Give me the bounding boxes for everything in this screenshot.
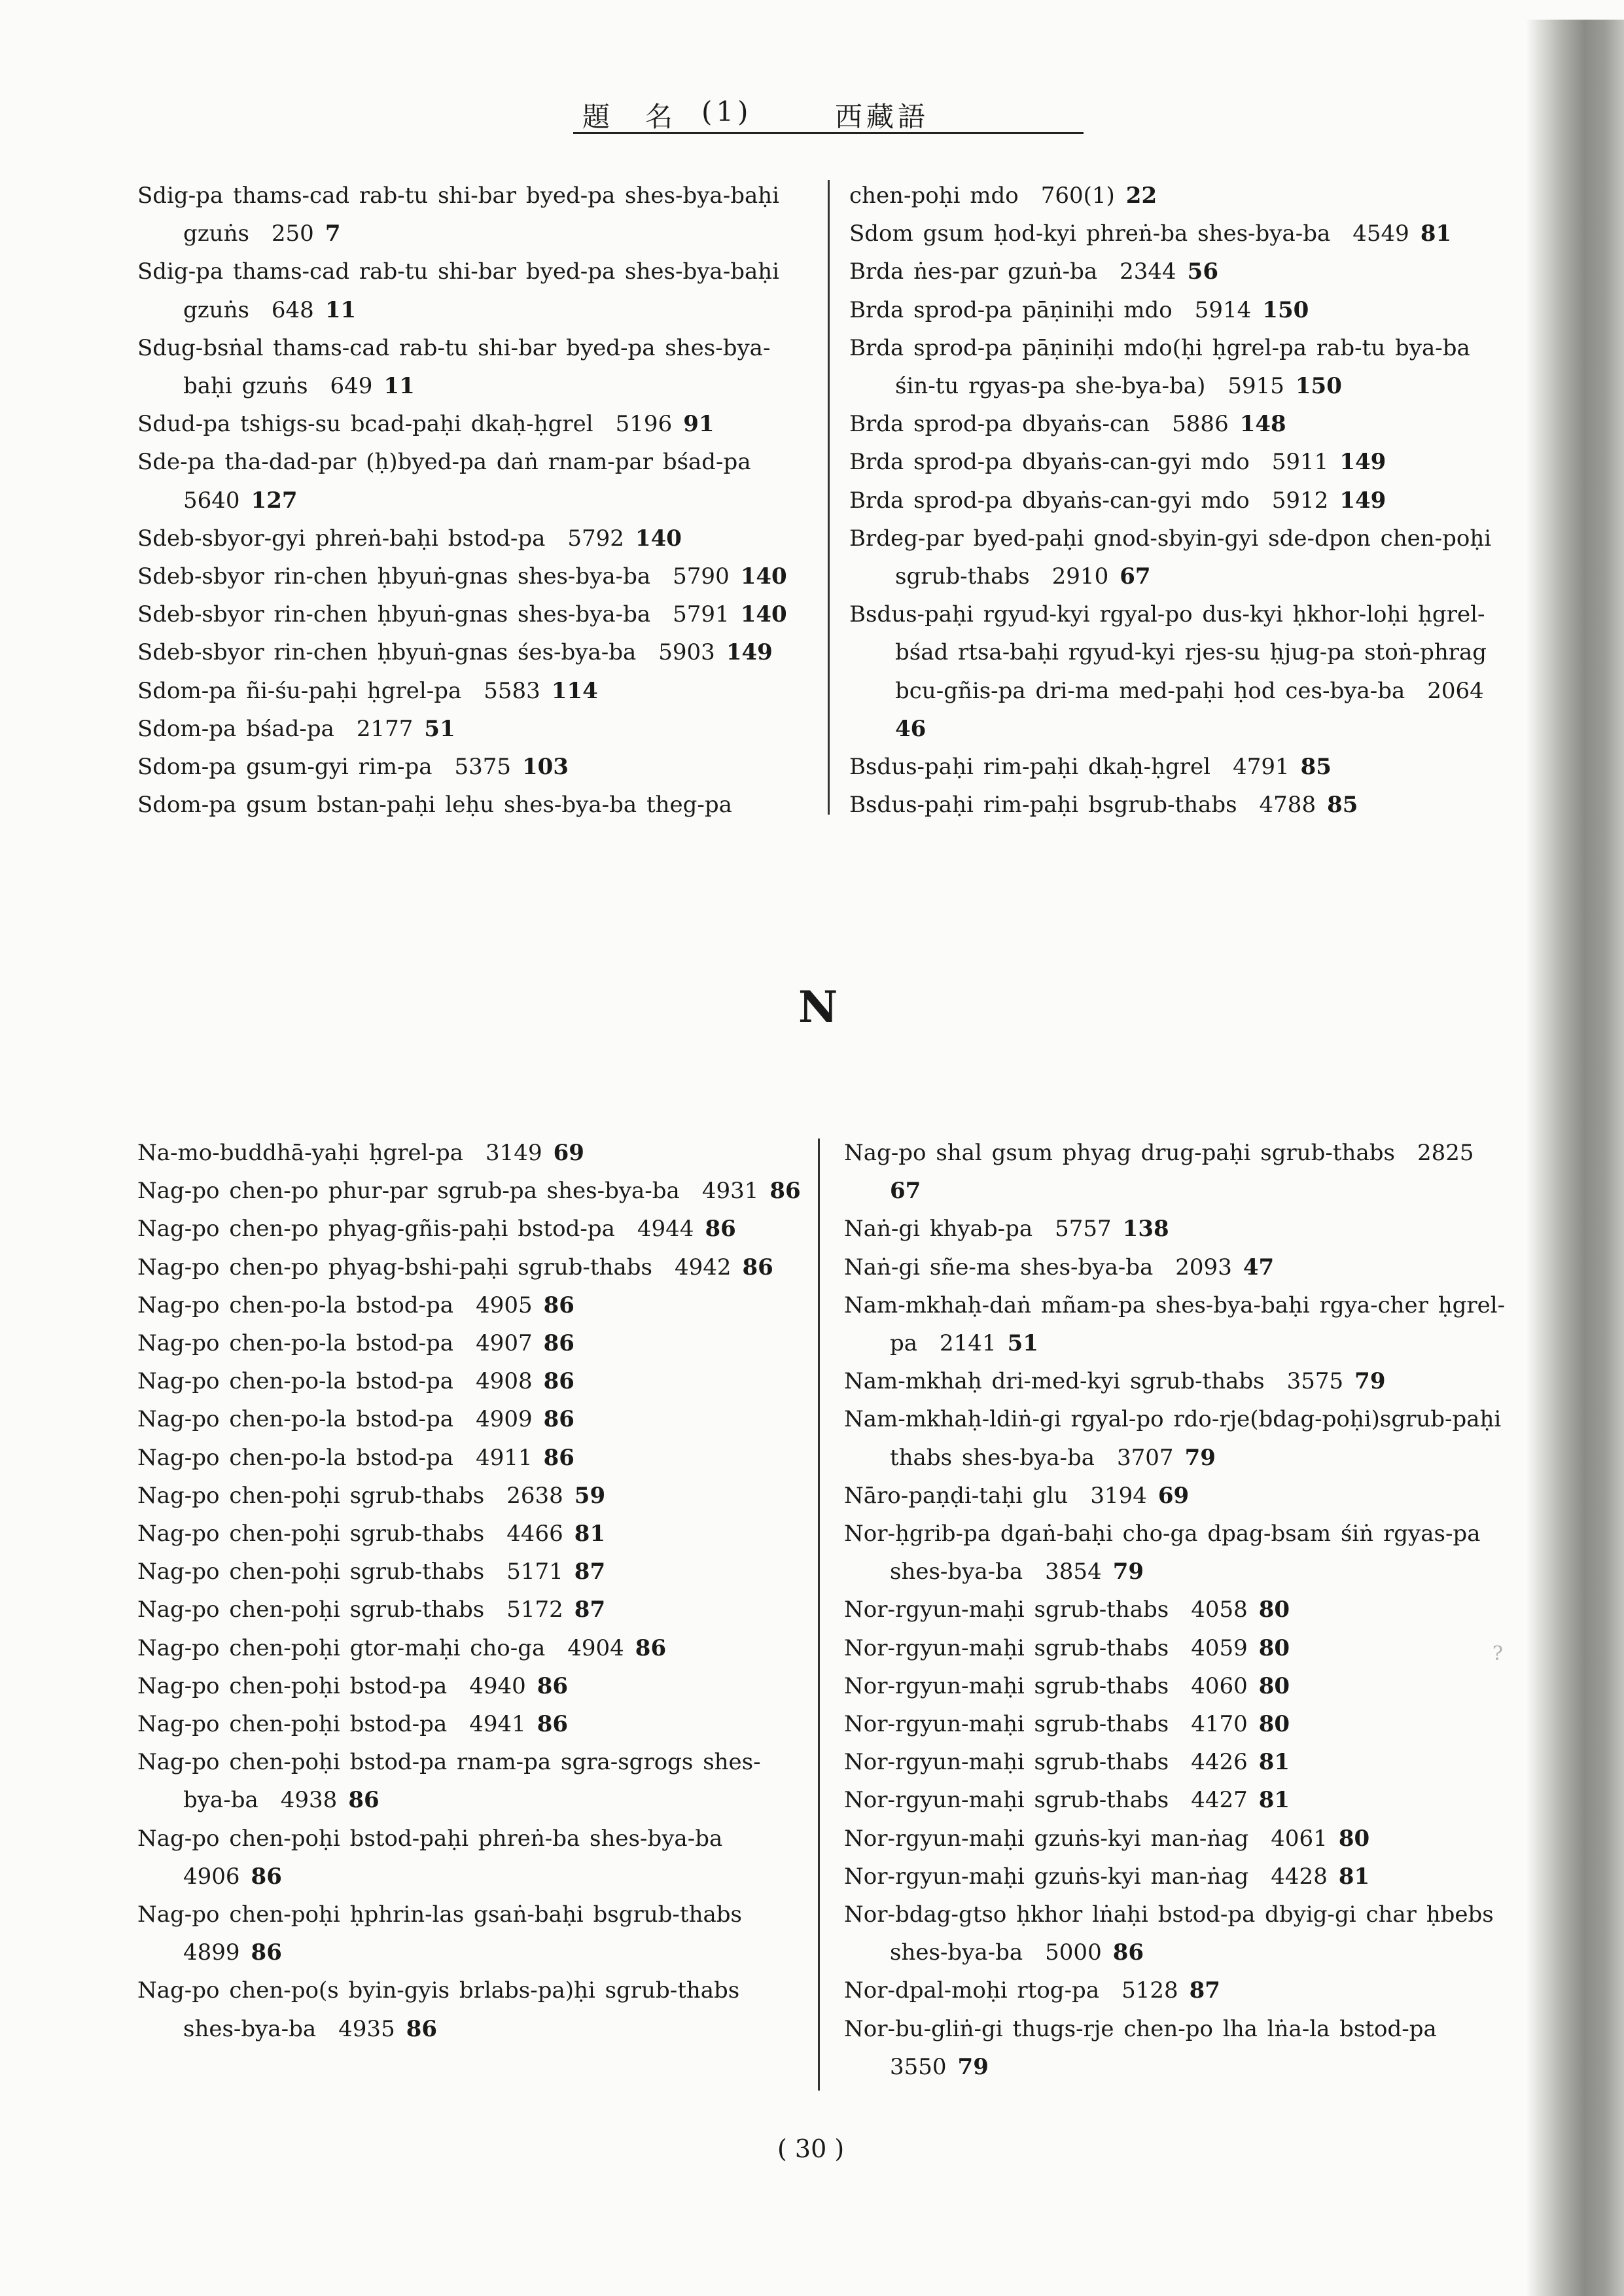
- entry-number: 5790: [673, 563, 730, 590]
- entry-page-ref: 86: [635, 1634, 667, 1661]
- entry-page-ref: 86: [705, 1216, 736, 1243]
- entry-page-ref: 140: [740, 601, 787, 628]
- entry-page-ref: 85: [1300, 754, 1332, 781]
- entry-number: 649: [330, 373, 373, 400]
- entry-number: 4428: [1271, 1863, 1328, 1890]
- index-entry: [137, 1477, 805, 1515]
- column-divider-top: [828, 180, 830, 815]
- entry-title: Nag-po chen-poḥi bstod-pa: [137, 1672, 448, 1699]
- entry-title: Nag-po chen-poḥi bstod-pa: [137, 1711, 448, 1738]
- entry-title: Sdeb-sbyor-gyi phreṅ-baḥi bstod-pa: [137, 525, 546, 552]
- entry-page-ref: 46: [895, 715, 927, 742]
- entry-page-ref: 80: [1258, 1672, 1290, 1699]
- entry-page-ref: 47: [1243, 1254, 1275, 1280]
- entry-title: Nag-po chen-po-la bstod-pa: [137, 1444, 454, 1471]
- index-entry: [844, 1591, 1510, 1629]
- entry-page-ref: 140: [635, 525, 682, 552]
- index-entry: [849, 405, 1510, 443]
- entry-number: 4911: [476, 1444, 533, 1471]
- index-entry: [137, 1362, 805, 1400]
- entry-number: 4906: [183, 1863, 240, 1890]
- index-entry: [137, 1971, 805, 2047]
- index-entry: [844, 1971, 1510, 2009]
- index-entry: [137, 557, 805, 595]
- entry-page-ref: 149: [1339, 487, 1386, 514]
- index-entry: [844, 1781, 1510, 1819]
- entry-page-ref: 127: [251, 487, 298, 514]
- entry-page-ref: 86: [543, 1368, 574, 1395]
- entry-title: Nag-po shal gsum phyag drug-paḥi sgrub-thabs: [844, 1140, 1395, 1166]
- entry-number: 5915: [1227, 373, 1284, 400]
- entry-page-ref: 81: [1258, 1749, 1290, 1776]
- entry-title: Nag-po chen-po phur-par sgrub-pa shes-bya-ba: [137, 1178, 680, 1205]
- entry-number: 5791: [673, 601, 730, 628]
- entry-page-ref: 51: [1007, 1330, 1038, 1357]
- entry-number: 4791: [1233, 754, 1290, 781]
- entry-title: Nag-po chen-po-la bstod-pa: [137, 1292, 454, 1318]
- index-entry: [849, 177, 1510, 215]
- entry-number: 4931: [701, 1178, 759, 1205]
- index-entry: [849, 482, 1510, 520]
- entry-number: 4908: [476, 1368, 533, 1395]
- entry-page-ref: 79: [1184, 1444, 1216, 1471]
- entry-page-ref: 87: [574, 1559, 606, 1585]
- index-entry: [137, 520, 805, 557]
- entry-number: 4426: [1191, 1749, 1248, 1776]
- entry-page-ref: 149: [726, 639, 773, 666]
- entry-page-ref: 67: [890, 1178, 921, 1205]
- entry-title: Nag-po chen-po phyag-bshi-paḥi sgrub-thabs: [137, 1254, 652, 1280]
- entry-page-ref: 140: [740, 563, 787, 590]
- index-entry: [844, 1400, 1510, 1476]
- entry-title: Sdeb-sbyor rin-chen ḥbyuṅ-gnas shes-bya-ba: [137, 601, 651, 628]
- index-entry: [844, 1362, 1510, 1400]
- entry-page-ref: 59: [574, 1482, 606, 1509]
- entry-page-ref: 81: [574, 1521, 606, 1547]
- entry-title: Brda sprod-pa dbyaṅs-can-gyi mdo: [849, 487, 1250, 514]
- entry-title: Nam-mkhaḥ dri-med-kyi sgrub-thabs: [844, 1368, 1265, 1395]
- entry-title: Sdug-bsṅal thams-cad rab-tu shi-bar byed-pa shes-bya-baḥi gzuṅs: [137, 334, 771, 400]
- entry-number: 5886: [1172, 411, 1229, 438]
- index-entry: [137, 443, 805, 519]
- entry-title: Nag-po chen-poḥi sgrub-thabs: [137, 1521, 485, 1547]
- header-language: 西藏語: [835, 101, 930, 133]
- index-entry: [844, 1477, 1510, 1515]
- entry-page-ref: 51: [424, 715, 455, 742]
- entry-number: 3854: [1045, 1559, 1102, 1585]
- header-section-number: (1): [701, 96, 752, 128]
- index-entry: [844, 1705, 1510, 1743]
- index-entry: [137, 1400, 805, 1438]
- entry-title: Nag-po chen-poḥi gtor-maḥi cho-ga: [137, 1634, 546, 1661]
- margin-mark: ?: [1492, 1642, 1503, 1665]
- entry-number: 250: [271, 221, 314, 247]
- entry-title: Sdeb-sbyor rin-chen ḥbyuṅ-gnas shes-bya-ba: [137, 563, 651, 590]
- entry-title: Sdom-pa gsum bstan-paḥi leḥu shes-bya-ba theg-pa: [137, 792, 732, 819]
- entry-number: 4549: [1352, 221, 1409, 247]
- entry-page-ref: 86: [251, 1863, 282, 1890]
- scan-edge-shadow: [1526, 20, 1624, 2296]
- entry-title: Nam-mkhaḥ-ldiṅ-gi rgyal-po rdo-rje(bdag-poḥi)sgrub-paḥi thabs shes-bya-ba: [844, 1406, 1502, 1471]
- entry-title: Sdig-pa thams-cad rab-tu shi-bar byed-pa shes-bya-baḥi gzuṅs: [137, 183, 779, 247]
- entry-page-ref: 85: [1327, 792, 1358, 819]
- entry-title: Sdom-pa gsum-gyi rim-pa: [137, 754, 432, 781]
- entry-page-ref: 86: [543, 1330, 574, 1357]
- entry-title: Sdud-pa tshigs-su bcad-paḥi dkaḥ-ḥgrel: [137, 411, 593, 438]
- entry-title: Nor-bu-gliṅ-gi thugs-rje chen-po lha lṅa-la bstod-pa: [844, 2015, 1437, 2042]
- section-letter: N: [798, 981, 838, 1033]
- entry-number: 2064: [1427, 677, 1484, 704]
- page-header: [573, 90, 1084, 134]
- entry-page-ref: 79: [1354, 1368, 1386, 1395]
- entry-number: 5911: [1271, 449, 1329, 476]
- entry-number: 4944: [637, 1216, 694, 1243]
- entry-number: 2093: [1175, 1254, 1232, 1280]
- entry-page-ref: 91: [683, 411, 715, 438]
- entry-title: Nag-po chen-poḥi sgrub-thabs: [137, 1597, 485, 1623]
- entry-number: 5172: [506, 1597, 563, 1623]
- index-entry: [844, 1858, 1510, 1896]
- index-entry: [844, 1286, 1510, 1362]
- entry-page-ref: 86: [348, 1787, 380, 1814]
- entry-page-ref: 80: [1338, 1825, 1370, 1852]
- entry-page-ref: 69: [1157, 1482, 1190, 1509]
- entry-number: 4060: [1191, 1672, 1248, 1699]
- index-column-top-left: [137, 177, 805, 824]
- index-entry: [849, 786, 1510, 824]
- index-entry: [137, 1286, 805, 1324]
- entry-title: Na-mo-buddhā-yaḥi ḥgrel-pa: [137, 1140, 464, 1166]
- entry-page-ref: 86: [537, 1672, 569, 1699]
- entry-page-ref: 87: [574, 1597, 606, 1623]
- index-entry: [137, 1705, 805, 1743]
- entry-page-ref: 80: [1258, 1711, 1290, 1738]
- entry-number: 4907: [476, 1330, 533, 1357]
- index-entry: [137, 633, 805, 671]
- header-title: 題 名: [582, 101, 677, 133]
- index-column-bottom-right: [844, 1134, 1510, 2086]
- entry-title: Bsdus-paḥi rgyud-kyi rgyal-po dus-kyi ḥkhor-loḥi ḥgrel-bśad rtsa-baḥi rgyud-kyi rjes-su ḥjug-pa stoṅ-phrag bcu-gñis-pa dri-ma med-paḥi ḥod ces-bya-ba: [849, 601, 1487, 704]
- index-entry: [844, 1629, 1510, 1667]
- entry-title: Bsdus-paḥi rim-paḥi bsgrub-thabs: [849, 792, 1237, 819]
- entry-number: 4938: [280, 1787, 338, 1814]
- entry-number: 4942: [674, 1254, 732, 1280]
- entry-number: 3575: [1286, 1368, 1344, 1395]
- entry-number: 5375: [454, 754, 512, 781]
- entry-number: 5000: [1045, 1939, 1102, 1966]
- entry-title: Nor-dpal-moḥi rtog-pa: [844, 1977, 1100, 2004]
- entry-number: 5171: [506, 1559, 563, 1585]
- entry-number: 5792: [567, 525, 624, 552]
- index-entry: [137, 1439, 805, 1477]
- entry-title: Nor-rgyun-maḥi sgrub-thabs: [844, 1672, 1169, 1699]
- entry-number: 2344: [1120, 258, 1176, 285]
- entry-number: 4905: [476, 1292, 533, 1318]
- entry-number: 2825: [1417, 1140, 1474, 1166]
- entry-number: 3149: [485, 1140, 542, 1166]
- entry-number: 5640: [183, 487, 240, 514]
- entry-title: chen-poḥi mdo: [849, 183, 1019, 209]
- entry-page-ref: 86: [543, 1292, 574, 1318]
- index-entry: [844, 1896, 1510, 1971]
- entry-page-ref: 81: [1258, 1787, 1290, 1814]
- index-column-bottom-left: [137, 1134, 805, 2048]
- index-entry: [137, 1210, 805, 1248]
- column-divider-bottom: [818, 1139, 820, 2091]
- entry-number: 5914: [1194, 296, 1252, 323]
- index-column-top-right: [849, 177, 1510, 824]
- entry-page-ref: 149: [1339, 449, 1386, 476]
- entry-title: Brdeg-par byed-paḥi gnod-sbyin-gyi sde-dpon chen-poḥi sgrub-thabs: [849, 525, 1492, 590]
- entry-title: Brda sprod-pa dbyaṅs-can: [849, 411, 1150, 438]
- entry-page-ref: 86: [251, 1939, 282, 1966]
- entry-page-ref: 86: [543, 1444, 574, 1471]
- entry-number: 4059: [1191, 1634, 1248, 1661]
- entry-number: 4058: [1191, 1597, 1248, 1623]
- index-entry: [137, 672, 805, 710]
- entry-page-ref: 80: [1258, 1634, 1290, 1661]
- index-entry: [844, 1667, 1510, 1705]
- entry-page-ref: 7: [325, 221, 341, 247]
- entry-title: Brda sprod-pa pāṇiniḥi mdo: [849, 296, 1173, 323]
- index-entry: [849, 215, 1510, 253]
- index-entry: [137, 1820, 805, 1896]
- index-entry: [849, 253, 1510, 291]
- entry-page-ref: 11: [325, 296, 357, 323]
- entry-title: Nag-po chen-po-la bstod-pa: [137, 1368, 454, 1395]
- entry-title: Nor-rgyun-maḥi sgrub-thabs: [844, 1787, 1169, 1814]
- entry-title: Sdom-pa ñi-śu-paḥi ḥgrel-pa: [137, 677, 462, 704]
- entry-title: Nor-rgyun-maḥi sgrub-thabs: [844, 1711, 1169, 1738]
- entry-title: Nor-bdag-gtso ḥkhor lṅaḥi bstod-pa dbyig-gi char ḥbebs shes-bya-ba: [844, 1901, 1494, 1966]
- index-entry: [849, 520, 1510, 595]
- entry-page-ref: 67: [1120, 563, 1151, 590]
- entry-page-ref: 11: [383, 373, 415, 400]
- entry-page-ref: 79: [957, 2053, 989, 2080]
- entry-number: 4788: [1259, 792, 1316, 819]
- entry-number: 4940: [469, 1672, 526, 1699]
- entry-title: Nor-ḥgrib-pa dgaṅ-baḥi cho-ga dpag-bsam śiṅ rgyas-pa shes-bya-ba: [844, 1521, 1481, 1585]
- index-entry: [844, 1134, 1510, 1210]
- entry-number: 5583: [484, 677, 540, 704]
- entry-title: Sde-pa tha-dad-par (ḥ)byed-pa daṅ rnam-par bśad-pa: [137, 449, 751, 476]
- entry-title: Nor-rgyun-maḥi sgrub-thabs: [844, 1749, 1169, 1776]
- entry-title: Nag-po chen-poḥi sgrub-thabs: [137, 1482, 485, 1509]
- entry-page-ref: 86: [537, 1711, 569, 1738]
- entry-title: Nor-rgyun-maḥi gzuṅs-kyi man-ṅag: [844, 1863, 1249, 1890]
- entry-title: Sdom gsum ḥod-kyi phreṅ-ba shes-bya-ba: [849, 221, 1331, 247]
- index-entry: [137, 1591, 805, 1629]
- entry-page-ref: 87: [1189, 1977, 1220, 2004]
- index-entry: [137, 595, 805, 633]
- entry-number: 2177: [356, 715, 414, 742]
- index-entry: [844, 1515, 1510, 1591]
- index-entry: [137, 177, 805, 253]
- entry-page-ref: 80: [1258, 1597, 1290, 1623]
- index-entry: [137, 1629, 805, 1667]
- entry-number: 4466: [506, 1521, 563, 1547]
- entry-title: Nam-mkhaḥ-daṅ mñam-pa shes-bya-baḥi rgya-cher ḥgrel-pa: [844, 1292, 1506, 1357]
- index-entry: [137, 1134, 805, 1172]
- entry-page-ref: 148: [1239, 411, 1286, 438]
- index-entry: [137, 1324, 805, 1362]
- entry-page-ref: 86: [543, 1406, 574, 1433]
- index-entry: [849, 443, 1510, 481]
- entry-title: Nāro-paṇḍi-taḥi glu: [844, 1482, 1068, 1509]
- entry-number: 4941: [469, 1711, 526, 1738]
- page-number: ( 30 ): [777, 2134, 845, 2163]
- entry-number: 4909: [476, 1406, 533, 1433]
- entry-number: 4427: [1191, 1787, 1248, 1814]
- entry-page-ref: 150: [1295, 373, 1342, 400]
- entry-page-ref: 86: [742, 1254, 773, 1280]
- index-entry: [137, 253, 805, 328]
- entry-title: Brda ṅes-par gzuṅ-ba: [849, 258, 1098, 285]
- entry-number: 5757: [1055, 1216, 1112, 1243]
- index-entry: [844, 2010, 1510, 2086]
- entry-title: Sdeb-sbyor rin-chen ḥbyuṅ-gnas śes-bya-ba: [137, 639, 637, 666]
- entry-number: 5903: [658, 639, 715, 666]
- entry-number: 760(1): [1040, 183, 1115, 209]
- entry-page-ref: 103: [522, 754, 569, 781]
- entry-page-ref: 86: [769, 1178, 801, 1205]
- index-entry: [844, 1210, 1510, 1248]
- entry-number: 5196: [615, 411, 673, 438]
- entry-page-ref: 114: [551, 677, 598, 704]
- entry-number: 2141: [940, 1330, 997, 1357]
- entry-title: Nag-po chen-po phyag-gñis-paḥi bstod-pa: [137, 1216, 615, 1243]
- entry-page-ref: 86: [406, 2015, 438, 2042]
- entry-title: Nor-rgyun-maḥi sgrub-thabs: [844, 1597, 1169, 1623]
- entry-title: Sdom-pa bśad-pa: [137, 715, 334, 742]
- entry-title: Nor-rgyun-maḥi sgrub-thabs: [844, 1634, 1169, 1661]
- entry-title: Nag-po chen-po-la bstod-pa: [137, 1330, 454, 1357]
- index-entry: [137, 710, 805, 748]
- index-entry: [137, 1553, 805, 1591]
- entry-number: 648: [271, 296, 314, 323]
- entry-title: Nag-po chen-poḥi bstod-pa rnam-pa sgra-sgrogs shes-bya-ba: [137, 1749, 761, 1814]
- index-entry: [137, 1172, 805, 1210]
- index-entry: [849, 329, 1510, 405]
- entry-number: 3550: [890, 2053, 947, 2080]
- entry-number: 3707: [1117, 1444, 1174, 1471]
- entry-title: Nor-rgyun-maḥi gzuṅs-kyi man-ṅag: [844, 1825, 1249, 1852]
- entry-title: Brda sprod-pa pāṇiniḥi mdo(ḥi ḥgrel-pa rab-tu bya-ba śin-tu rgyas-pa she-bya-ba): [849, 334, 1470, 400]
- entry-page-ref: 81: [1420, 221, 1452, 247]
- entry-page-ref: 79: [1112, 1559, 1144, 1585]
- index-entry: [137, 748, 805, 786]
- entry-page-ref: 22: [1125, 183, 1157, 209]
- entry-title: Bsdus-paḥi rim-paḥi dkaḥ-ḥgrel: [849, 754, 1211, 781]
- entry-page-ref: 69: [553, 1140, 584, 1166]
- entry-number: 4170: [1191, 1711, 1248, 1738]
- entry-page-ref: 56: [1187, 258, 1218, 285]
- entry-number: 2638: [506, 1482, 563, 1509]
- index-entry: [137, 1743, 805, 1819]
- index-entry: [849, 291, 1510, 329]
- index-entry: [844, 1820, 1510, 1858]
- entry-title: Brda sprod-pa dbyaṅs-can-gyi mdo: [849, 449, 1250, 476]
- index-entry: [849, 595, 1510, 748]
- entry-title: Nag-po chen-poḥi ḥphrin-las gsaṅ-baḥi bsgrub-thabs: [137, 1901, 742, 1928]
- index-entry: [137, 1515, 805, 1553]
- index-entry: [137, 405, 805, 443]
- entry-number: 4061: [1271, 1825, 1328, 1852]
- entry-number: 4899: [183, 1939, 240, 1966]
- entry-number: 5128: [1121, 1977, 1178, 2004]
- entry-title: Sdig-pa thams-cad rab-tu shi-bar byed-pa shes-bya-baḥi gzuṅs: [137, 258, 779, 323]
- entry-title: Naṅ-gi khyab-pa: [844, 1216, 1033, 1243]
- index-entry: [137, 1896, 805, 1971]
- entry-title: Nag-po chen-poḥi sgrub-thabs: [137, 1559, 485, 1585]
- entry-number: 3194: [1090, 1482, 1147, 1509]
- entry-number: 2910: [1051, 563, 1109, 590]
- entry-number: 5912: [1271, 487, 1329, 514]
- entry-page-ref: 138: [1122, 1216, 1169, 1243]
- index-entry: [844, 1248, 1510, 1286]
- entry-title: Nag-po chen-po(s byin-gyis brlabs-pa)ḥi sgrub-thabs shes-bya-ba: [137, 1977, 740, 2042]
- index-entry: [137, 1667, 805, 1705]
- index-entry: [137, 329, 805, 405]
- index-entry: [849, 748, 1510, 786]
- entry-title: Nag-po chen-poḥi bstod-paḥi phreṅ-ba shes-bya-ba: [137, 1825, 723, 1852]
- entry-title: Nag-po chen-po-la bstod-pa: [137, 1406, 454, 1433]
- entry-page-ref: 150: [1262, 296, 1309, 323]
- entry-number: 4935: [338, 2015, 395, 2042]
- entry-title: Naṅ-gi sñe-ma shes-bya-ba: [844, 1254, 1154, 1280]
- index-entry: [137, 786, 805, 824]
- entry-page-ref: 81: [1338, 1863, 1370, 1890]
- entry-number: 4904: [567, 1634, 624, 1661]
- entry-page-ref: 86: [1112, 1939, 1144, 1966]
- index-entry: [137, 1248, 805, 1286]
- index-entry: [844, 1743, 1510, 1781]
